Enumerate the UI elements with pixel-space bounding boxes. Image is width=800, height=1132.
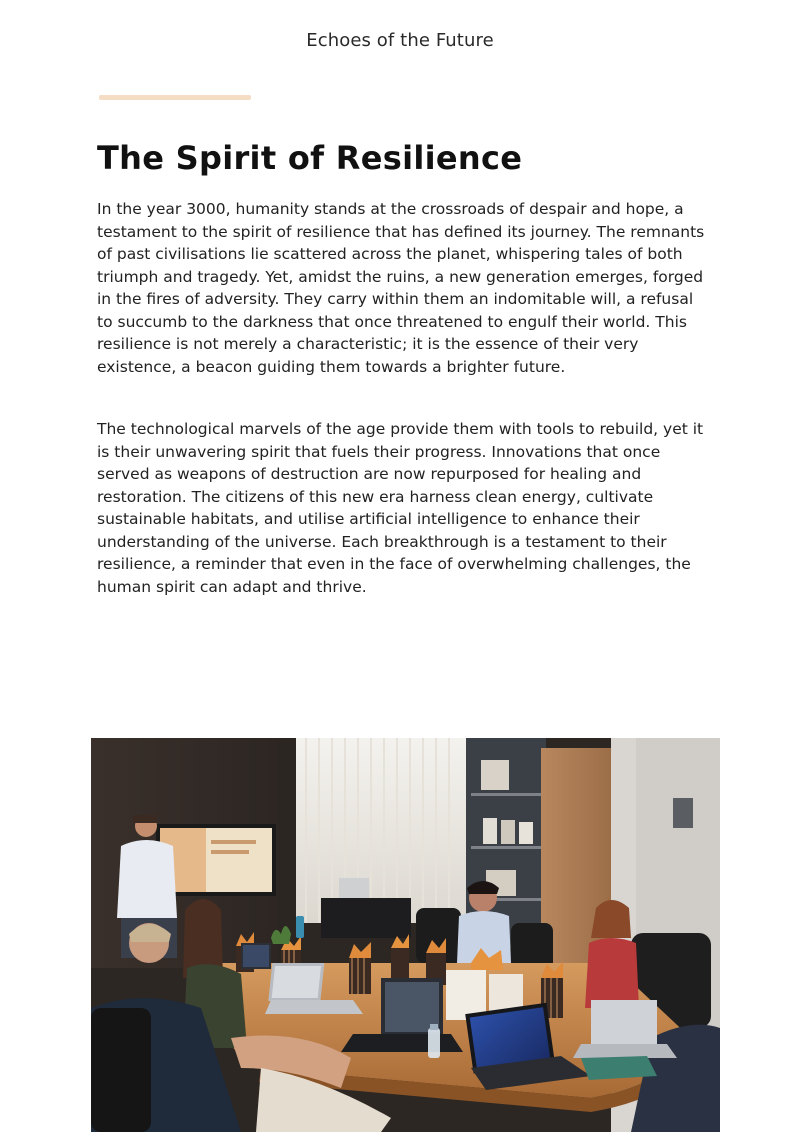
accent-rule bbox=[99, 95, 251, 100]
article-paragraph-2: The technological marvels of the age provide them with tools to rebuild, yet it is their unwavering spirit that fuels their progress. Innovations that once served as weapons of destruction are now repurposed for healing and restoration. The citizens of this new era harness clean energy, cultivate sustainable habitats, and utilise artificial intelligence to enhance their understanding of the universe. Each breakthrough is a testament to their resilience, a reminder that even in the face of overwhelming challenges, the human spirit can adapt and thrive. bbox=[97, 420, 704, 596]
article-paragraph-1: In the year 3000, humanity stands at the crossroads of despair and hope, a testament to the spirit of resilience that has defined its journey. The remnants of past civilisations lie scattered across the planet, whispering tales of both triumph and tragedy. Yet, amidst the ruins, a new generation emerges, forged in the fires of adversity. They carry within them an indomitable will, a refusal to succumb to the darkness that once threatened to engulf their world. This resilience is not merely a characteristic; it is the essence of their very existence, a beacon guiding them towards a brighter future. bbox=[97, 200, 705, 376]
running-header: Echoes of the Future bbox=[306, 30, 494, 51]
meeting-room-photo bbox=[91, 738, 720, 1132]
meeting-room-illustration bbox=[91, 738, 720, 1132]
article-title: The Spirit of Resilience bbox=[97, 139, 523, 177]
